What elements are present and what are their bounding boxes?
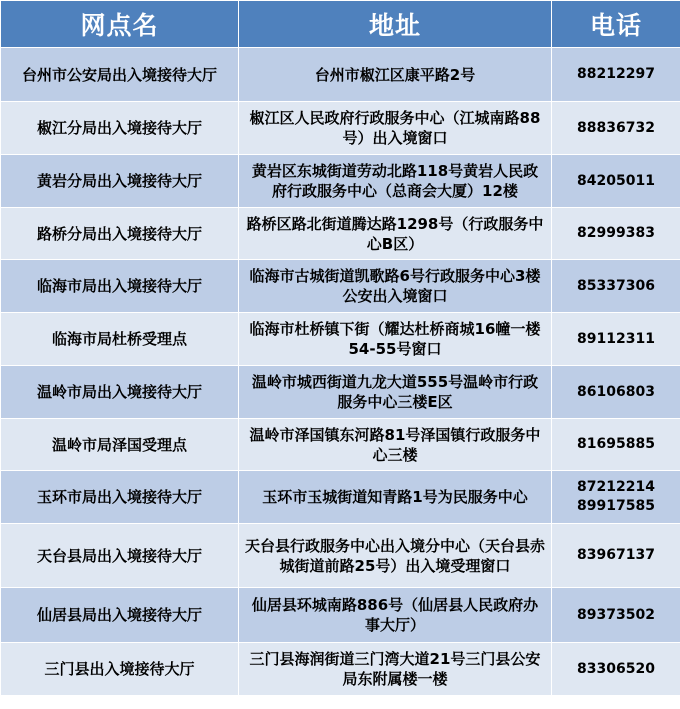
phone-number: 88836732 — [577, 119, 655, 136]
service-point-address: 温岭市城西街道九龙大道555号温岭市行政服务中心三楼E区 — [239, 366, 552, 419]
service-point-phone — [552, 48, 680, 102]
service-point-phone — [552, 643, 680, 696]
phone-number: 83967137 — [577, 547, 655, 563]
phone-number: 86106803 — [577, 383, 655, 400]
header-address: 地址 — [239, 1, 552, 48]
phone-number: 85337306 — [577, 277, 655, 294]
table-row — [1, 588, 680, 643]
table-row — [1, 208, 680, 260]
service-point-address: 三门县海润街道三门湾大道21号三门县公安局东附属楼一楼 — [239, 643, 552, 696]
service-point-address: 椒江区人民政府行政服务中心（江城南路88号）出入境窗口 — [239, 102, 552, 155]
service-point-phone — [552, 102, 680, 155]
service-point-address: 温岭市泽国镇东河路81号泽国镇行政服务中心三楼 — [239, 419, 552, 471]
service-point-name: 三门县出入境接待大厅 — [1, 643, 239, 696]
service-point-name: 玉环市局出入境接待大厅 — [1, 471, 239, 524]
table-row — [1, 643, 680, 696]
service-point-phone — [552, 588, 680, 643]
service-point-phone — [552, 313, 680, 366]
service-point-address: 路桥区路北街道腾达路1298号（行政服务中心B区） — [239, 208, 552, 260]
service-point-phone — [552, 260, 680, 313]
service-point-phone — [552, 366, 680, 419]
table-row — [1, 471, 680, 524]
table-row — [1, 524, 680, 588]
service-point-phone — [552, 419, 680, 471]
service-point-name: 仙居县局出入境接待大厅 — [1, 588, 239, 643]
phone-number: 89112311 — [577, 330, 655, 347]
phone-number: 89373502 — [577, 606, 655, 623]
service-point-name: 椒江分局出入境接待大厅 — [1, 102, 239, 155]
service-point-name: 临海市局出入境接待大厅 — [1, 260, 239, 313]
service-point-address: 天台县行政服务中心出入境分中心（天台县赤城街道前路25号）出入境受理窗口 — [239, 524, 552, 588]
phone-number: 88212297 — [577, 66, 655, 82]
phone-number: 83306520 — [577, 660, 655, 677]
service-point-address: 临海市杜桥镇下街（耀达杜桥商城16幢一楼54-55号窗口 — [239, 313, 552, 366]
phone-number: 84205011 — [577, 172, 655, 189]
header-row — [1, 1, 680, 48]
service-point-name: 路桥分局出入境接待大厅 — [1, 208, 239, 260]
service-point-address: 黄岩区东城街道劳动北路118号黄岩人民政府行政服务中心（总商会大厦）12楼 — [239, 155, 552, 208]
service-point-name: 温岭市局出入境接待大厅 — [1, 366, 239, 419]
phone-number: 87212214 — [577, 479, 655, 495]
phone-number: 81695885 — [577, 436, 655, 452]
service-point-phone — [552, 155, 680, 208]
service-point-name: 天台县局出入境接待大厅 — [1, 524, 239, 588]
service-point-phone — [552, 524, 680, 588]
phone-number: 89917585 — [577, 498, 655, 514]
table-row — [1, 366, 680, 419]
table-row — [1, 419, 680, 471]
service-point-address: 仙居县环城南路886号（仙居县人民政府办事大厅） — [239, 588, 552, 643]
service-point-name: 黄岩分局出入境接待大厅 — [1, 155, 239, 208]
header-name: 网点名 — [1, 1, 239, 48]
service-point-name: 台州市公安局出入境接待大厅 — [1, 48, 239, 102]
header-phone: 电话 — [552, 1, 680, 48]
service-point-address: 玉环市玉城街道知青路1号为民服务中心 — [239, 471, 552, 524]
service-point-address: 台州市椒江区康平路2号 — [239, 48, 552, 102]
table-row — [1, 102, 680, 155]
table-row — [1, 155, 680, 208]
service-point-name: 温岭市局泽国受理点 — [1, 419, 239, 471]
service-point-name: 临海市局杜桥受理点 — [1, 313, 239, 366]
table-row — [1, 260, 680, 313]
phone-number: 82999383 — [577, 225, 655, 241]
table-row — [1, 313, 680, 366]
service-point-phone — [552, 471, 680, 524]
table-row — [1, 48, 680, 102]
service-point-address: 临海市古城街道凯歌路6号行政服务中心3楼公安出入境窗口 — [239, 260, 552, 313]
service-point-phone — [552, 208, 680, 260]
